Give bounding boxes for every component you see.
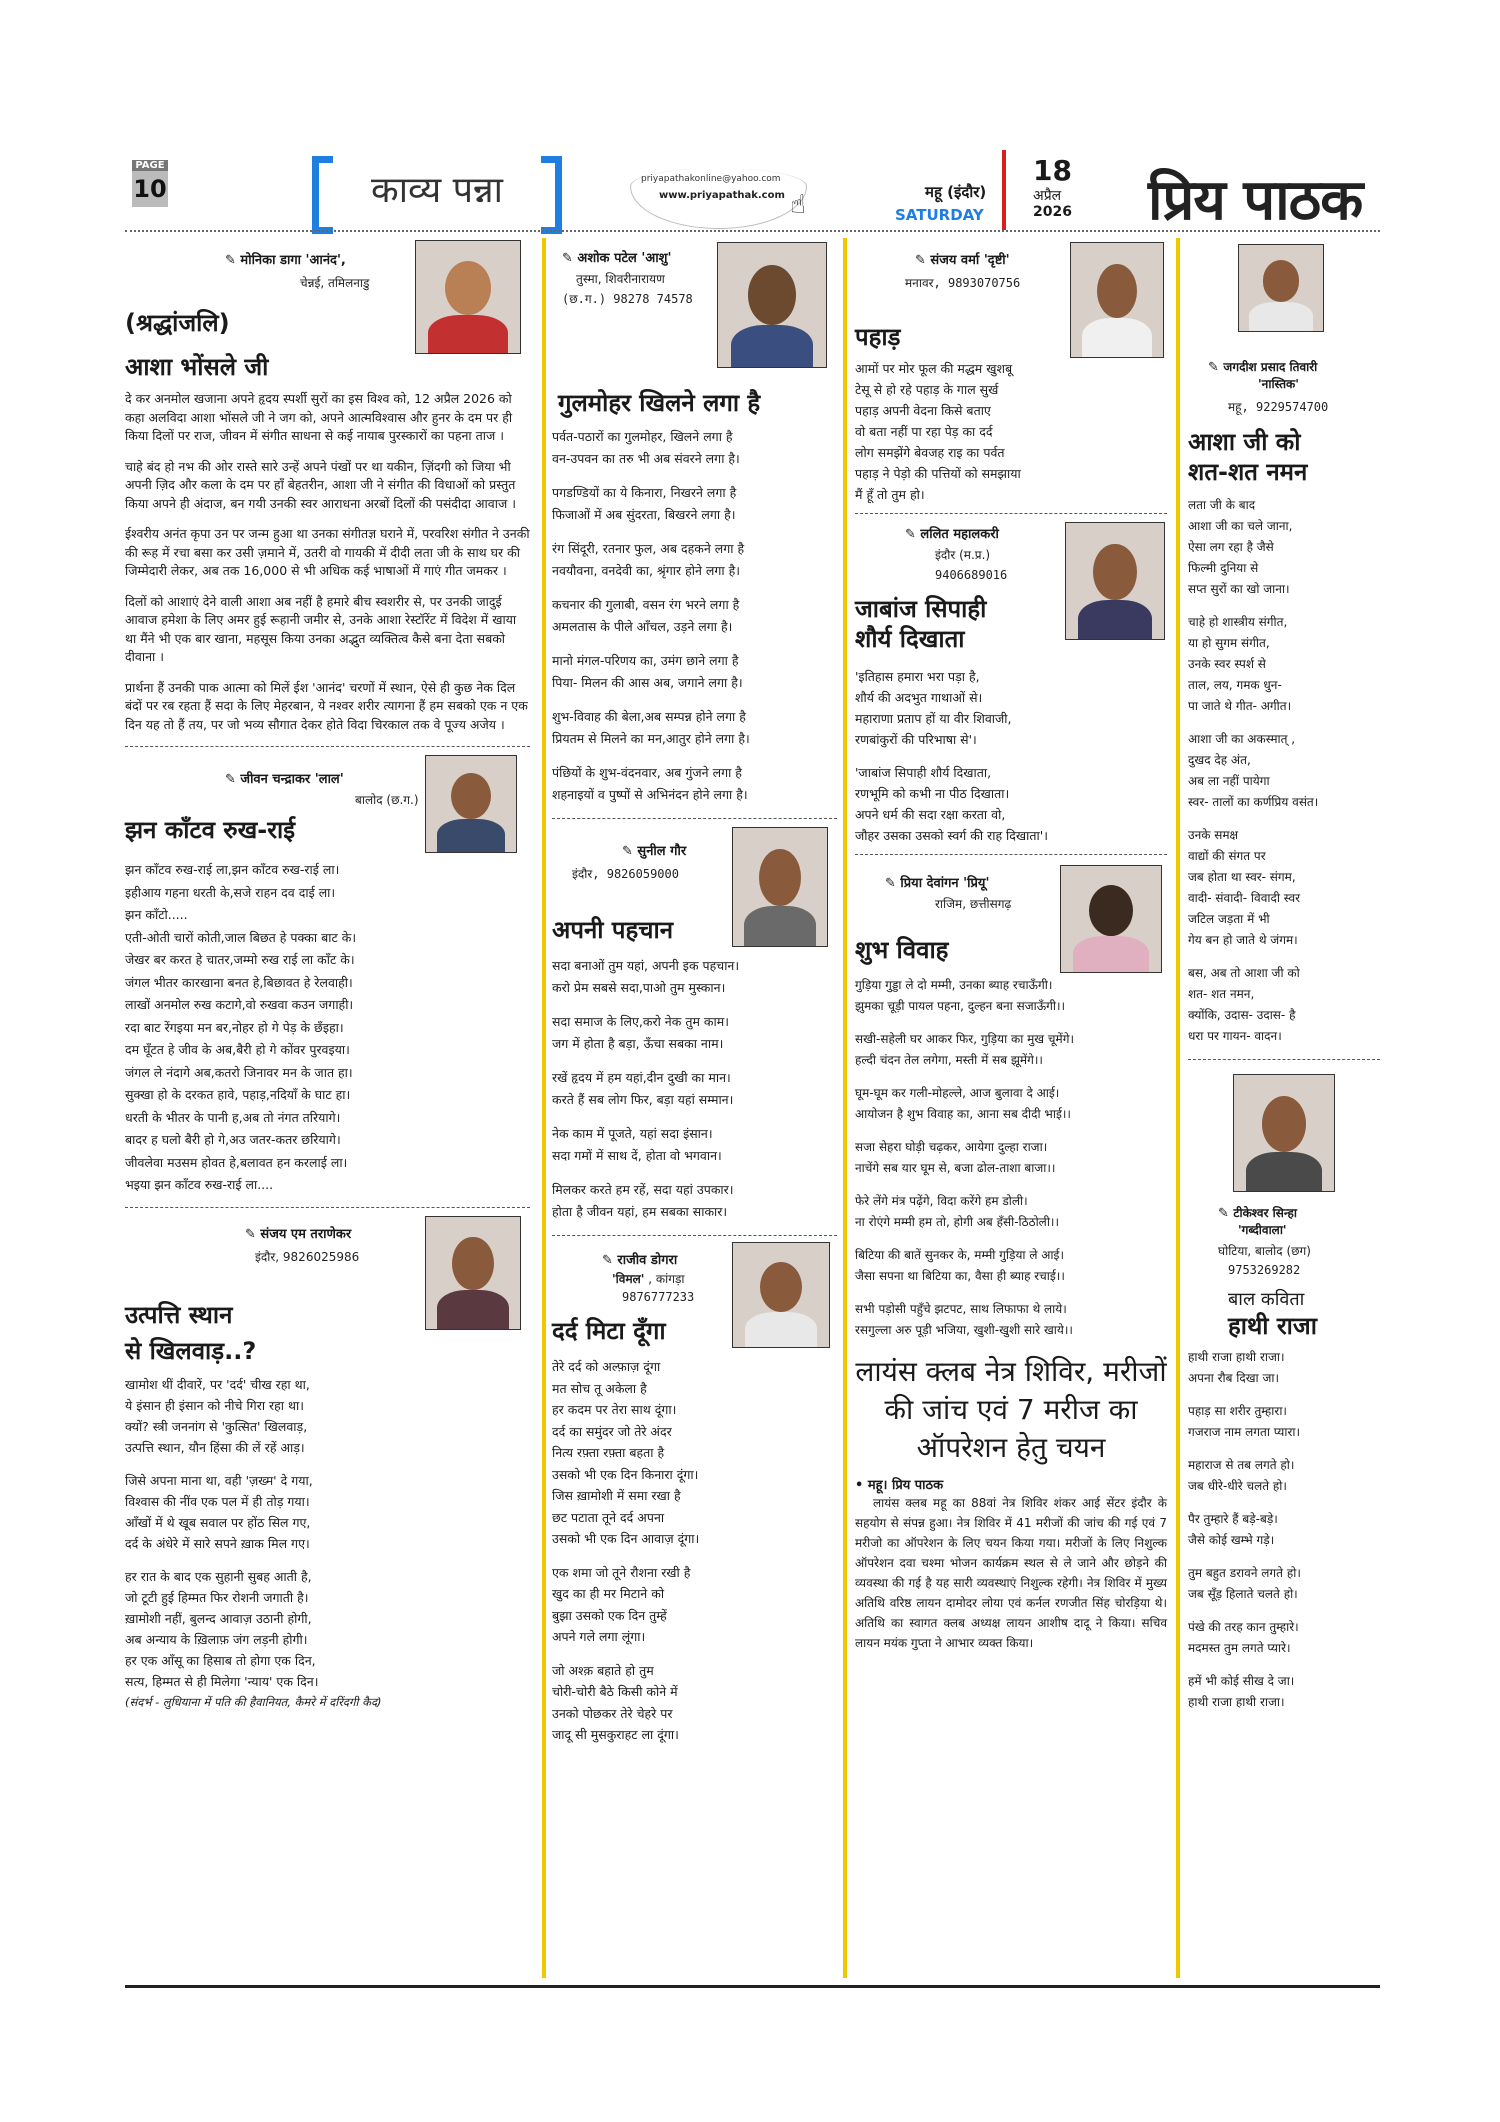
poem-line: मानो मंगल-परिणय का, उमंग छाने लगा है [552,653,739,668]
poem-line: पहाड़ ने पेड़ो की पत्तियों को समझाया [855,466,1021,481]
article-header [552,1242,837,1346]
poem-line: उसको भी एक दिन आवाज़ दूंगा। [552,1531,700,1546]
author-photo [425,1216,521,1330]
divider [855,854,1167,855]
section-title-box [312,156,562,220]
poem-line: पंछियों के शुभ-वंदनवार, अब गुंजने लगा है [552,765,742,780]
poem-line: अपने धर्म की सदा रक्षा करता वो, [855,807,1006,822]
author: जीवन चन्द्राकर 'लाल' [240,772,344,787]
poem-line: तेरे दर्द को अल्फ़ाज़ दूंगा [552,1359,661,1374]
paragraph: प्रार्थना हैं उनकी पाक आत्मा को मिलें ईश 'आनंद' चरणों में स्थान, ऐसे ही कुछ नेक दिल बंदों पर रब रहता हैं सदा के लिए मेहरबान, ये नश्वर शरीर त्यागना हैं हम सबको एक न एक दिन यह तो हैं तय, पर जो भव्य सौगात देकर होते विदा चिरकाल तक वे पूज्य अजेय । [125,679,528,732]
author-place: घोटिया, बालोद (छग) [1218,1244,1311,1258]
poem-line: वाद्यों की संगत पर [1188,849,1266,863]
poem-line: जब होता था स्वर- संगम, [1188,870,1296,884]
poem-line: पगडण्डियों का ये किनारा, निखरने लगा है [552,485,737,500]
poem-line: हाथी राजा हाथी राजा। [1188,1350,1285,1364]
pen-icon: ✎ [905,527,921,542]
poem-line: हमें भी कोई सीख दे जा। [1188,1674,1295,1688]
poem-line: गजराज नाम लगता प्यारा। [1188,1425,1301,1439]
column-3 [855,238,1167,1653]
article-header [855,861,1167,971]
column-rule [843,238,847,1978]
article-header [855,238,1167,358]
poem-line: पंखे की तरह कान तुम्हारे। [1188,1620,1299,1634]
author: प्रिया देवांगन 'प्रियू' [900,876,990,891]
author-photo [732,827,828,947]
pointing-hand-icon: ☝ [790,190,806,220]
column-rule [542,238,546,1978]
headline-line2: से खिलवाड़..? [125,1336,257,1365]
poem-line: फिजाओं में अब सुंदरता, बिखरने लगा है। [552,507,736,522]
poem-line: विश्वास की नींव एक पल में ही तोड़ गया। [125,1493,310,1509]
poem-line: फिल्मी दुनिया से [1188,561,1259,575]
poem-line: पिया- मिलन की आस अब, जगाने लगा है। [552,675,743,690]
poem-line: झन काँटव रुख-राई ला,झन काँटव रुख-राई ला। [125,862,340,877]
author-photo [732,1242,830,1348]
headline: आशा भोंसले जी [125,353,269,381]
poem-line: प्रियतम से मिलने का मन,आतुर होने लगा है। [552,731,750,746]
pen-icon: ✎ [1218,1206,1234,1221]
poem-line: नवयौवना, वनदेवी का, श्रृंगार होने लगा है। [552,563,741,578]
poem-line: महाराणा प्रताप हों या वीर शिवाजी, [855,711,1012,726]
poem-line: धरती के भीतर के पानी ह,अब तो नंगत तरियागे। [125,1109,341,1125]
website[interactable]: www.priyapathak.com [659,190,785,201]
pen-icon: ✎ [622,844,638,859]
poem-line: झन काँटो..... [125,907,188,922]
headline: दर्द मिटा दूँगा [552,1317,666,1345]
poem-line: पा जाते थे गीत- अगीत। [1188,699,1292,713]
poem-line: टेसू से हो रहे पहाड़ के गाल सुर्ख [855,382,999,397]
page-label: PAGE [132,160,168,171]
poem-line: दम घूँटत हे जीव के अब,बैरी हो गे कोंवर पुरवइया। [125,1042,350,1057]
poem-line: ऐसा लग रहा है जैसे [1188,540,1274,554]
divider [552,1235,837,1236]
headline-kicker: (श्रद्धांजलि) [125,309,230,337]
poem-line: ये इंसान ही इंसान को नीचे गिरा रहा था। [125,1397,304,1413]
divider [125,746,530,747]
article-header [552,827,837,945]
author-place: इंदौर (म.प्र.) [935,548,991,562]
poem-line: घूम-घूम कर गली-मोहल्ले, आज बुलावा दे आई। [855,1086,1060,1100]
poem [552,955,837,1223]
context-note: (संदर्भ - लुधियाना में पति की हैवानियत, कैमरे में दरिंदगी कैद) [125,1694,382,1709]
author: ललित महालकरी [920,527,999,542]
poem-line: चोरी-चोरी बैठे किसी कोने में [552,1684,678,1699]
author-phone: 9406689016 [935,568,1008,582]
poem-line: अपने गले लगा लूंगा। [552,1629,646,1644]
column-rule [1176,238,1180,1978]
poem-line: भइया झन काँटव रुख-राई ला.... [125,1177,274,1192]
pen-icon: ✎ [245,1226,261,1242]
poem-line: अब ला नहीं पायेगा [1188,774,1270,788]
poem-line: जब सूँड़ हिलाते चलते हो। [1188,1587,1298,1601]
headline: अपनी पहचान [552,916,674,944]
poem-line: शौर्य की अदभुत गाथाओं से। [855,690,983,705]
paragraph: ईश्वरीय अनंत कृपा उन पर जन्म हुआ था उनका संगीतज्ञ घराने में, परवरिश संगीत ने उनकी की रूह में रचा बसा कर उसी ज़माने में, उतरी वो गायकी में दीदी लता जी के साथ घर की जिम्मेदारी लेकर, अब तक 16,000 से भी अधिक कई भाषाओं में गाएं गीत जमकर । [125,526,530,578]
poem-line: वो बता नहीं पा रहा पेड़ का दर्द [855,424,993,439]
poem-line: स्वर- तालों का कर्णप्रिय वसंत। [1188,795,1319,809]
author-photo [425,755,517,853]
poem-line: लता जी के बाद [1188,498,1256,512]
poem-line: क्योंकि, उदास- उदास- है [1188,1008,1296,1022]
author-place: महू, 9229574700 [1228,400,1329,414]
divider [1188,1059,1380,1060]
poem-line: झुमका चूड़ी पायल पहना, दुल्हन बना सजाऊँगी।। [855,999,1066,1013]
poem-line: ना रोएंगे मम्मी हम तो, होगी अब हँसी-ठिठोली।। [855,1215,1060,1229]
poem-line: सजा सेहरा घोड़ी चढ़कर, आयेगा दुल्हा राजा। [855,1140,1048,1154]
poem-line: रखें हृदय में हम यहां,दीन दुखी का मान। [552,1070,731,1085]
poem-line: सदा बनाओं तुम यहां, अपनी इक पहचान। [552,958,740,973]
author: सुनील गौर [637,844,687,859]
poem-line: करते हैं सब लोग फिर, बड़ा यहां सम्मान। [552,1092,734,1107]
contact-badge [630,168,807,229]
poem-line: रसगुल्ला अरु पूड़ी भजिया, खुशी-खुशी सारे खाये।। [855,1323,1073,1337]
date-day: 18 [1033,154,1072,187]
poem-line: पहाड़ सा शरीर तुम्हारा। [1188,1404,1287,1418]
edition-place: महू (इंदौर) [925,183,987,201]
poem-line: तुम बहुत डरावने लगते हो। [1188,1566,1301,1580]
pen-icon: ✎ [1208,360,1224,375]
dateline [895,150,1085,230]
poem-line: दुखद देह अंत, [1188,753,1251,767]
poem-line: मत सोच तू अकेला है [552,1380,647,1396]
poem-line: सप्त सुरों का खो जाना। [1188,582,1290,596]
headline: पहाड़ [855,323,901,351]
poem-line: हर रात के बाद एक सुहानी सुबह आती है, [125,1568,312,1584]
poem-line: अमलतास के पीले आँचल, उड़ने लगा है। [552,619,733,634]
poem-line: बिटिया की बातें सुनकर के, मम्मी गुड़िया ले आई। [855,1248,1064,1262]
poem-line: गेय बन हो जाते थे जंगम। [1188,933,1298,947]
author-alias: 'गब्दीवाला' [1238,1223,1287,1237]
poem [552,426,837,806]
author-phone: (छ.ग.) 98278 74578 [562,292,693,306]
section-title: काव्य पन्ना [371,170,503,211]
article-header [125,755,530,851]
poem [125,859,530,1197]
paragraph: चाहे बंद हो नभ की ओर रास्ते सारे उन्हें अपने पंखों पर था यकीन, ज़िंदगी को जिया भी अपनी ज़िद और कला के दम पर हाँ बेहतरीन, आशा जी ने संगीत की विधाओं को प्रस्तुत किया अपने ही अंदाज, बन गयी उनकी स्वर आराधना अरबों दिलों की पसंदीदा आवाज । [125,458,516,511]
page-number: 10 [132,171,168,207]
poem-line: पैर तुम्हारे हैं बड़े-बड़े। [1188,1512,1278,1526]
poem-line: जंगल ले नंदागे अब,कतरो जिनावर मन के जात हा। [125,1064,353,1080]
poem [1188,495,1380,1047]
pen-icon: ✎ [562,251,578,266]
header-rule [125,230,1380,232]
poem-line: चाहे हो शास्त्रीय संगीत, [1188,615,1288,629]
poem [552,1356,837,1746]
poem-line: बादर ह घलो बैरी हो गे,अउ जतर-कतर छरियागे। [125,1132,341,1147]
author-place: चेन्नई, तमिलनाडु [300,276,370,290]
author: मोनिका डागा 'आनंद', [240,253,346,268]
author: राजीव डोगरा [617,1253,678,1268]
author-photo [717,242,827,368]
article-header [552,238,837,388]
headline-kicker: बाल कविता [1228,1289,1305,1310]
poem-line: जंगल भीतर कारखाना बनत हे,बिछावत हे रेलवाही। [125,974,353,990]
poem-line: शत- शत नमन, [1188,987,1255,1001]
pen-icon: ✎ [225,253,241,268]
poem-line: रंग सिंदूरी, रतनार फुल, अब दहकने लगा है [552,541,745,556]
divider [552,818,837,819]
author-photo [1238,244,1324,332]
article-header [855,518,1167,658]
right-bracket [541,156,562,234]
poem-line: कचनार की गुलाबी, वसन रंग भरने लगा है [552,597,740,612]
poem-line: लोग समझेंगे बेवजह राइ का पर्वत [855,445,1005,460]
poem-line: जीवलेवा मउसम होवत हे,बलावत हन करलाई ला। [125,1154,348,1170]
poem [855,358,1167,505]
poem-line: धरा पर गायन- वादन। [1188,1029,1282,1043]
column-2 [552,238,837,1746]
author: संजय वर्मा 'दृष्टी' [930,253,1010,268]
news-dateline: • महू। प्रिय पाठक [855,1478,944,1493]
poem [855,975,1167,1341]
paragraph: दे कर अनमोल खजाना अपने हृदय स्पर्शी सुरों का इस विश्व को, 12 अप्रैल 2026 को कहा अलविदा आशा भोंसले जी ने जग को, अपने आत्मविश्वास और हुनर के दम पर ही किया दिलों पर राज, जीवन में संगीत साधना से कई नायाब पुरस्कारों का पहना ताज । [125,391,513,443]
poem-line: होता है जीवन यहां, हम सबका साकार। [552,1204,728,1219]
poem-line: सुक्खा हो के दरकत हावे, पहाड़,नदियाँ के घाट हा। [125,1087,351,1102]
pen-icon: ✎ [225,772,241,787]
poem-line: सत्य, हिम्मत से ही मिलेगा 'न्याय' एक दिन। [125,1673,319,1689]
poem-line: बुझा उसको एक दिन तुम्हें [552,1607,667,1623]
poem-line: जादू सी मुसकुराहट ला दूंगा। [552,1727,679,1742]
weekday: SATURDAY [895,206,984,224]
author-alias: 'विमल' [612,1272,645,1286]
poem [855,666,1167,846]
poem-line: हर कदम पर तेरा साथ दूंगा। [552,1402,677,1417]
author-place: , कांगड़ा [648,1272,685,1286]
poem-line: नाचेंगे सब यार घूम से, बजा ढोल-ताशा बाजा।। [855,1161,1056,1175]
poem-line: रणबांकुरों की परिभाषा से'। [855,732,977,747]
author: टीकेश्वर सिन्हा [1233,1206,1297,1220]
author: जगदीश प्रसाद तिवारी [1223,360,1318,374]
poem-line: ख़ामोशी नहीं, बुलन्द आवाज़ उठानी होगी, [125,1610,312,1626]
author-place: तुस्मा, शिवरीनारायण [576,272,665,286]
poem-line: अब अन्याय के ख़िलाफ़ जंग लड़नी होगी। [125,1631,308,1647]
author-place: मनावर, 9893070756 [905,276,1021,290]
poem-line: पर्वत-पठारों का गुलमोहर, खिलने लगा है [552,429,733,444]
poem-line: खुद का ही मर मिटाने को [552,1586,665,1601]
article-header [125,1216,530,1336]
poem-line: दर्द का समुंदर जो तेरे अंदर [552,1423,672,1439]
poem-line: नेक काम में पूजते, यहां सदा इंसान। [552,1126,713,1141]
poem [125,1374,530,1713]
author-photo [415,240,521,354]
headline: जाबांज सिपाही [855,595,987,623]
date-month: अप्रैल [1033,188,1062,204]
poem-line: जिसे अपना माना था, वही 'ज़ख्म' दे गया, [125,1472,313,1488]
poem-line: मदमस्त तुम लगते प्यारे। [1188,1641,1291,1655]
pen-icon: ✎ [602,1253,618,1268]
poem-line: हाथी राजा हाथी राजा। [1188,1695,1285,1709]
poem-line: हल्दी चंदन तेल लगेगा, मस्ती में सब झूमेंगे।। [855,1053,1043,1067]
page-number-box [132,160,168,207]
poem-line: वादी- संवादी- विवादी स्वर [1188,891,1301,905]
paragraph: दिलों को आशाएं देने वाली आशा अब नहीं है हमारे बीच स्वशरीर से, पर उनकी जादुई आवाज हमेशा के लिए अमर हुई रूहानी जमीर से, उनके आशा रेस्टॉरेंट में विदेश में खाया था मैंने भी एक बार खाना, महसूस किया उनका अद्भुत व्यक्तित्व कैसे बना देता सबको दीवाना । [125,593,517,664]
poem-line: जैसा सपना था बिटिया का, वैसा ही ब्याह रचाई।। [855,1269,1065,1283]
poem-line: नित्य रफ़्ता रफ़्ता बहता है [552,1445,665,1460]
poem-line: एती-ओती चारों कोती,जाल बिछत हे पक्का बाट के। [125,929,357,945]
news-headline: लायंस क्लब नेत्र शिविर, मरीजों की जांच एवं 7 मरीज का ऑपरेशन हेतु चयन [855,1355,1167,1464]
poem-line: करो प्रेम सबसे सदा,पाओ तुम मुस्कान। [552,980,726,995]
author-place: इंदौर, 9826059000 [572,867,679,881]
poem-line: सभी पड़ोसी पहुँचे झटपट, साथ लिफाफा थे लाये। [855,1302,1067,1316]
pen-icon: ✎ [915,253,931,268]
column-1 [125,238,530,1713]
poem-line: हर एक आँसू का हिसाब तो होगा एक दिन, [125,1652,316,1668]
poem-line: जैसे कोई खम्भे गड़े। [1188,1533,1275,1547]
poem-line: छट पटाता तूने दर्द अपना [552,1509,665,1525]
author-alias: 'नास्तिक' [1258,377,1299,391]
poem-line: मिलकर करते हम रहें, सदा यहां उपकार। [552,1182,734,1197]
poem-line: जिस ख़ामोशी में समा रखा है [552,1488,681,1503]
poem-line: उसको भी एक दिन किनारा दूंगा। [552,1466,699,1482]
headline: हाथी राजा [1228,1312,1317,1340]
left-bracket [312,156,333,234]
pen-icon: ✎ [885,876,901,891]
poem-line: शहनाइयों व पुष्पों से अभिनंदन होने लगा है। [552,787,748,802]
poem-line: उनको पोछकर तेरे चेहरे पर [552,1705,673,1721]
masthead-logo: प्रिय पाठक [1148,168,1363,233]
author-photo [1065,522,1165,640]
poem-line: महाराज से तब लगते हो। [1188,1458,1295,1472]
poem-line: दर्द के अंधेरे में सारे सपने ख़ाक मिल गए। [125,1535,310,1551]
headline: आशा जी को [1188,428,1301,456]
headline-line2: शत-शत नमन [1188,458,1308,486]
poem-line: इहीआय गहना धरती के,सजे राहन दव दाई ला। [125,884,336,900]
bottom-rule [125,1985,1380,1988]
poem-line: जब धीरे-धीरे चलते हो। [1188,1479,1287,1493]
author-photo [1070,242,1164,358]
headline: गुलमोहर खिलने लगा है [558,389,761,417]
poem-line: 'इतिहास हमारा भरा पड़ा है, [855,669,980,684]
headline: शुभ विवाह [855,936,949,964]
poem-line: ताल, लय, गमक धुन- [1188,678,1282,692]
poem-line: वन-उपवन का तरु भी अब संवरने लगा है। [552,451,740,466]
poem-line: आयोजन है शुभ विवाह का, आना सब दीदी भाई।। [855,1107,1071,1121]
dateline-divider [1002,150,1006,230]
poem-line: क्यों? स्त्री जननांग से 'कुत्सित' खिलवाड़, [125,1418,308,1434]
headline: उत्पत्ति स्थान [125,1300,233,1329]
author-phone: 9753269282 [1228,1263,1301,1277]
headline: झन काँटव रुख-राई [125,816,296,844]
poem-line: जेखर बर करत हे चातर,जम्मो रुख राई ला काँट के। [125,952,355,967]
news-body: लायंस क्लब महू का 88वां नेत्र शिविर शंकर आई सेंटर इंदौर के सहयोग से संपन्न हुआ। नेत्र शिविर में 41 मरीजों की जांच की गई एवं 7 मरीजो का ऑपरेशन के लिए चयन किया गया। मरीजों के लिए निशुल्क ऑपरेशन दवा चश्मा भोजन कार्यक्रम स्थल से ले जाने और छोड़ने की व्यवस्था की गई है यह सारी व्यवस्थाएं निशुल्क रहेगी। नेत्र शिविर में मुख्य अतिथि वरिष्ठ लायन दामोदर लोया एवं कर्नल रणजीत सिंह चोरड़िया थे। अतिथि का स्वागत क्लब अध्यक्ष लायन आशीष दादू ने किया। सचिव लायन मयंक गुप्ता ने आभार व्यक्त किया। [855,1496,1167,1650]
poem-line: जो अश्क़ बहाते हो तुम [552,1662,654,1678]
poem-line: आशा जी का चले जाना, [1188,519,1293,533]
author-place: इंदौर, 9826025986 [255,1249,360,1264]
poem-line: 'जाबांज सिपाही शौर्य दिखाता, [855,765,992,780]
poem-line: उनके स्वर स्पर्श से [1188,657,1266,671]
poem-line: रणभूमि को कभी ना पीठ दिखाता। [855,786,1010,801]
author-phone: 9876777233 [622,1290,695,1304]
column-4 [1188,238,1380,1725]
headline-line2: शौर्य दिखाता [855,625,965,653]
author-photo [1233,1074,1335,1192]
poem-line: मैं हूँ तो तुम हो। [855,487,925,502]
author-place: बालोद (छ.ग.) [355,793,419,807]
poem-line: या हो सुगम संगीत, [1188,636,1270,650]
poem-line: जौहर उसका उसको स्वर्ग की राह दिखाता'। [855,828,1048,843]
poem-line: सदा गमों में साथ दें, होता वो भगवान। [552,1148,722,1163]
poem-line: सदा समाज के लिए,करो नेक तुम काम। [552,1014,729,1029]
poem-line: जग में होता है बड़ा, ऊँचा सबका नाम। [552,1036,724,1051]
poem [1188,1347,1380,1713]
poem-line: अपना रौब दिखा जा। [1188,1371,1280,1385]
poem-line: पहाड़ अपनी वेदना किसे बताए [855,403,991,418]
divider [125,1207,530,1208]
author: संजय एम तराणेकर [260,1226,352,1242]
poem-line: शुभ-विवाह की बेला,अब सम्पन्न होने लगा है [552,709,746,724]
poem-line: जटिल जड़ता में भी [1188,912,1270,926]
email[interactable]: priyapathakonline@yahoo.com [641,174,781,184]
poem-line: लाखों अनमोल रुख कटागे,वो रुखवा कउन जगाही। [125,997,354,1012]
poem-line: आमों पर मोर फूल की मद्धम खुशबू [855,361,1013,376]
article-header [1188,1074,1380,1194]
poem-line: फेरे लेंगे मंत्र पढ़ेंगे, विदा करेंगे हम डोली। [855,1194,1028,1208]
author: अशोक पटेल 'आशु' [577,251,672,266]
date-year: 2026 [1033,204,1072,220]
divider [855,513,1167,514]
poem-line: रदा बाट रेंगइया मन बर,नोहर हो गे पेड़ के छँइहा। [125,1019,344,1035]
poem-line: उनके समक्ष [1188,828,1239,842]
poem-line: बस, अब तो आशा जी को [1188,966,1300,980]
author-place: राजिम, छत्तीसगढ़ [935,897,1012,911]
poem-line: आशा जी का अकस्मात् , [1188,732,1296,746]
poem-line: आँखों में थे खूब सवाल पर होंठ सिल गए, [125,1514,311,1530]
author-photo [1060,865,1162,973]
poem-line: उत्पत्ति स्थान, यौन हिंसा की लें रहें आड़। [125,1439,305,1455]
poem-line: सखी-सहेली घर आकर फिर, गुड़िया का मुख चूमेंगे। [855,1032,1075,1046]
poem-line: जो टूटी हुई हिम्मत फिर रोशनी जगाती है। [125,1589,309,1605]
poem-line: खामोश थीं दीवारें, पर 'दर्द' चीख रहा था, [125,1376,310,1392]
poem-line: एक शमा जो तूने रौशना रखी है [552,1564,691,1580]
article-header [125,238,530,358]
poem-line: गुड़िया गुड्डा ले दो मम्मी, उनका ब्याह रचाऊँगी। [855,978,1053,992]
